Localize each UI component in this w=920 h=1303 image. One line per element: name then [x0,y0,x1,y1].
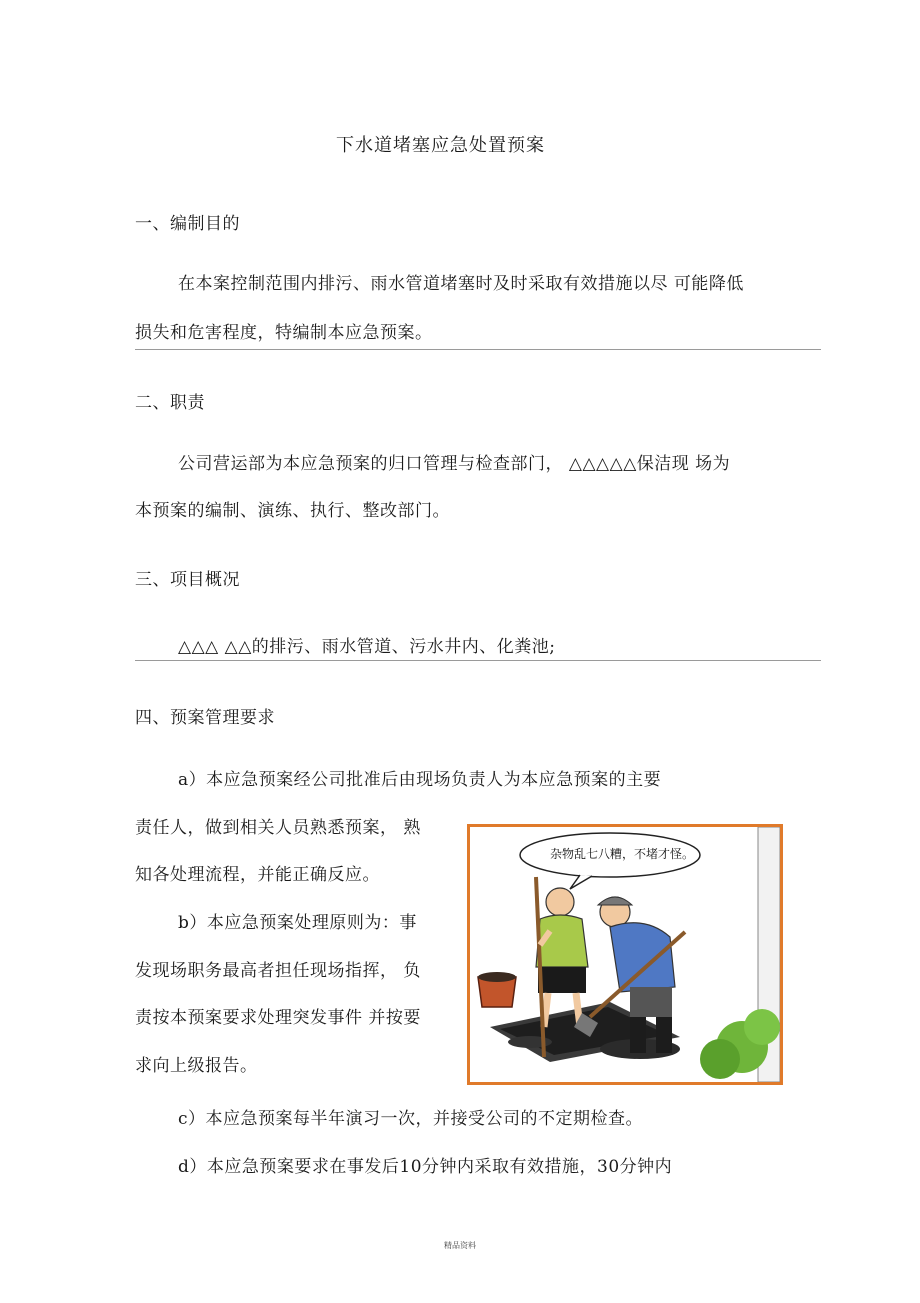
section-heading-duties: 二、职责 [135,393,205,413]
horizontal-rule [135,349,821,350]
workers-clearing-sewer-image [470,827,780,1082]
paragraph-line: 在本案控制范围内排污、雨水管道堵塞时及时采取有效措施以尽 可能降低 [178,274,744,294]
item-a-line: 知各处理流程，并能正确反应。 [135,865,380,885]
page-title: 下水道堵塞应急处置预案 [336,135,545,156]
page-footer: 精品资料 [444,1241,476,1250]
speech-bubble-text: 杂物乱七八糟，不堵才怪。 [550,847,695,861]
item-b-line: 责按本预案要求处理突发事件 并按要 [135,1008,421,1028]
item-d-line: d）本应急预案要求在事发后10分钟内采取有效措施，30分钟内 [178,1157,673,1177]
item-a-line: 责任人，做到相关人员熟悉预案， 熟 [135,818,421,838]
item-a-line: a）本应急预案经公司批准后由现场负责人为本应急预案的主要 [178,770,662,790]
item-b-line: b）本应急预案处理原则为：事 [178,913,417,933]
section-heading-overview: 三、项目概况 [135,570,240,590]
item-c-line: c）本应急预案每半年演习一次，并接受公司的不定期检查。 [178,1109,644,1129]
paragraph-line: 损失和危害程度，特编制本应急预案。 [135,323,433,343]
paragraph-line: 公司营运部为本应急预案的归口管理与检查部门， △△△△△保洁现 场为 [178,454,731,474]
paragraph-line: 本预案的编制、演练、执行、整改部门。 [135,501,450,521]
paragraph-line: △△△ △△的排污、雨水管道、污水井内、化粪池; [178,637,556,657]
section-heading-purpose: 一、编制目的 [135,214,240,234]
horizontal-rule [135,660,821,661]
item-b-line: 求向上级报告。 [135,1056,258,1076]
section-heading-requirements: 四、预案管理要求 [135,708,275,728]
item-b-line: 发现场职务最高者担任现场指挥， 负 [135,961,421,981]
cartoon-illustration [467,824,783,1085]
